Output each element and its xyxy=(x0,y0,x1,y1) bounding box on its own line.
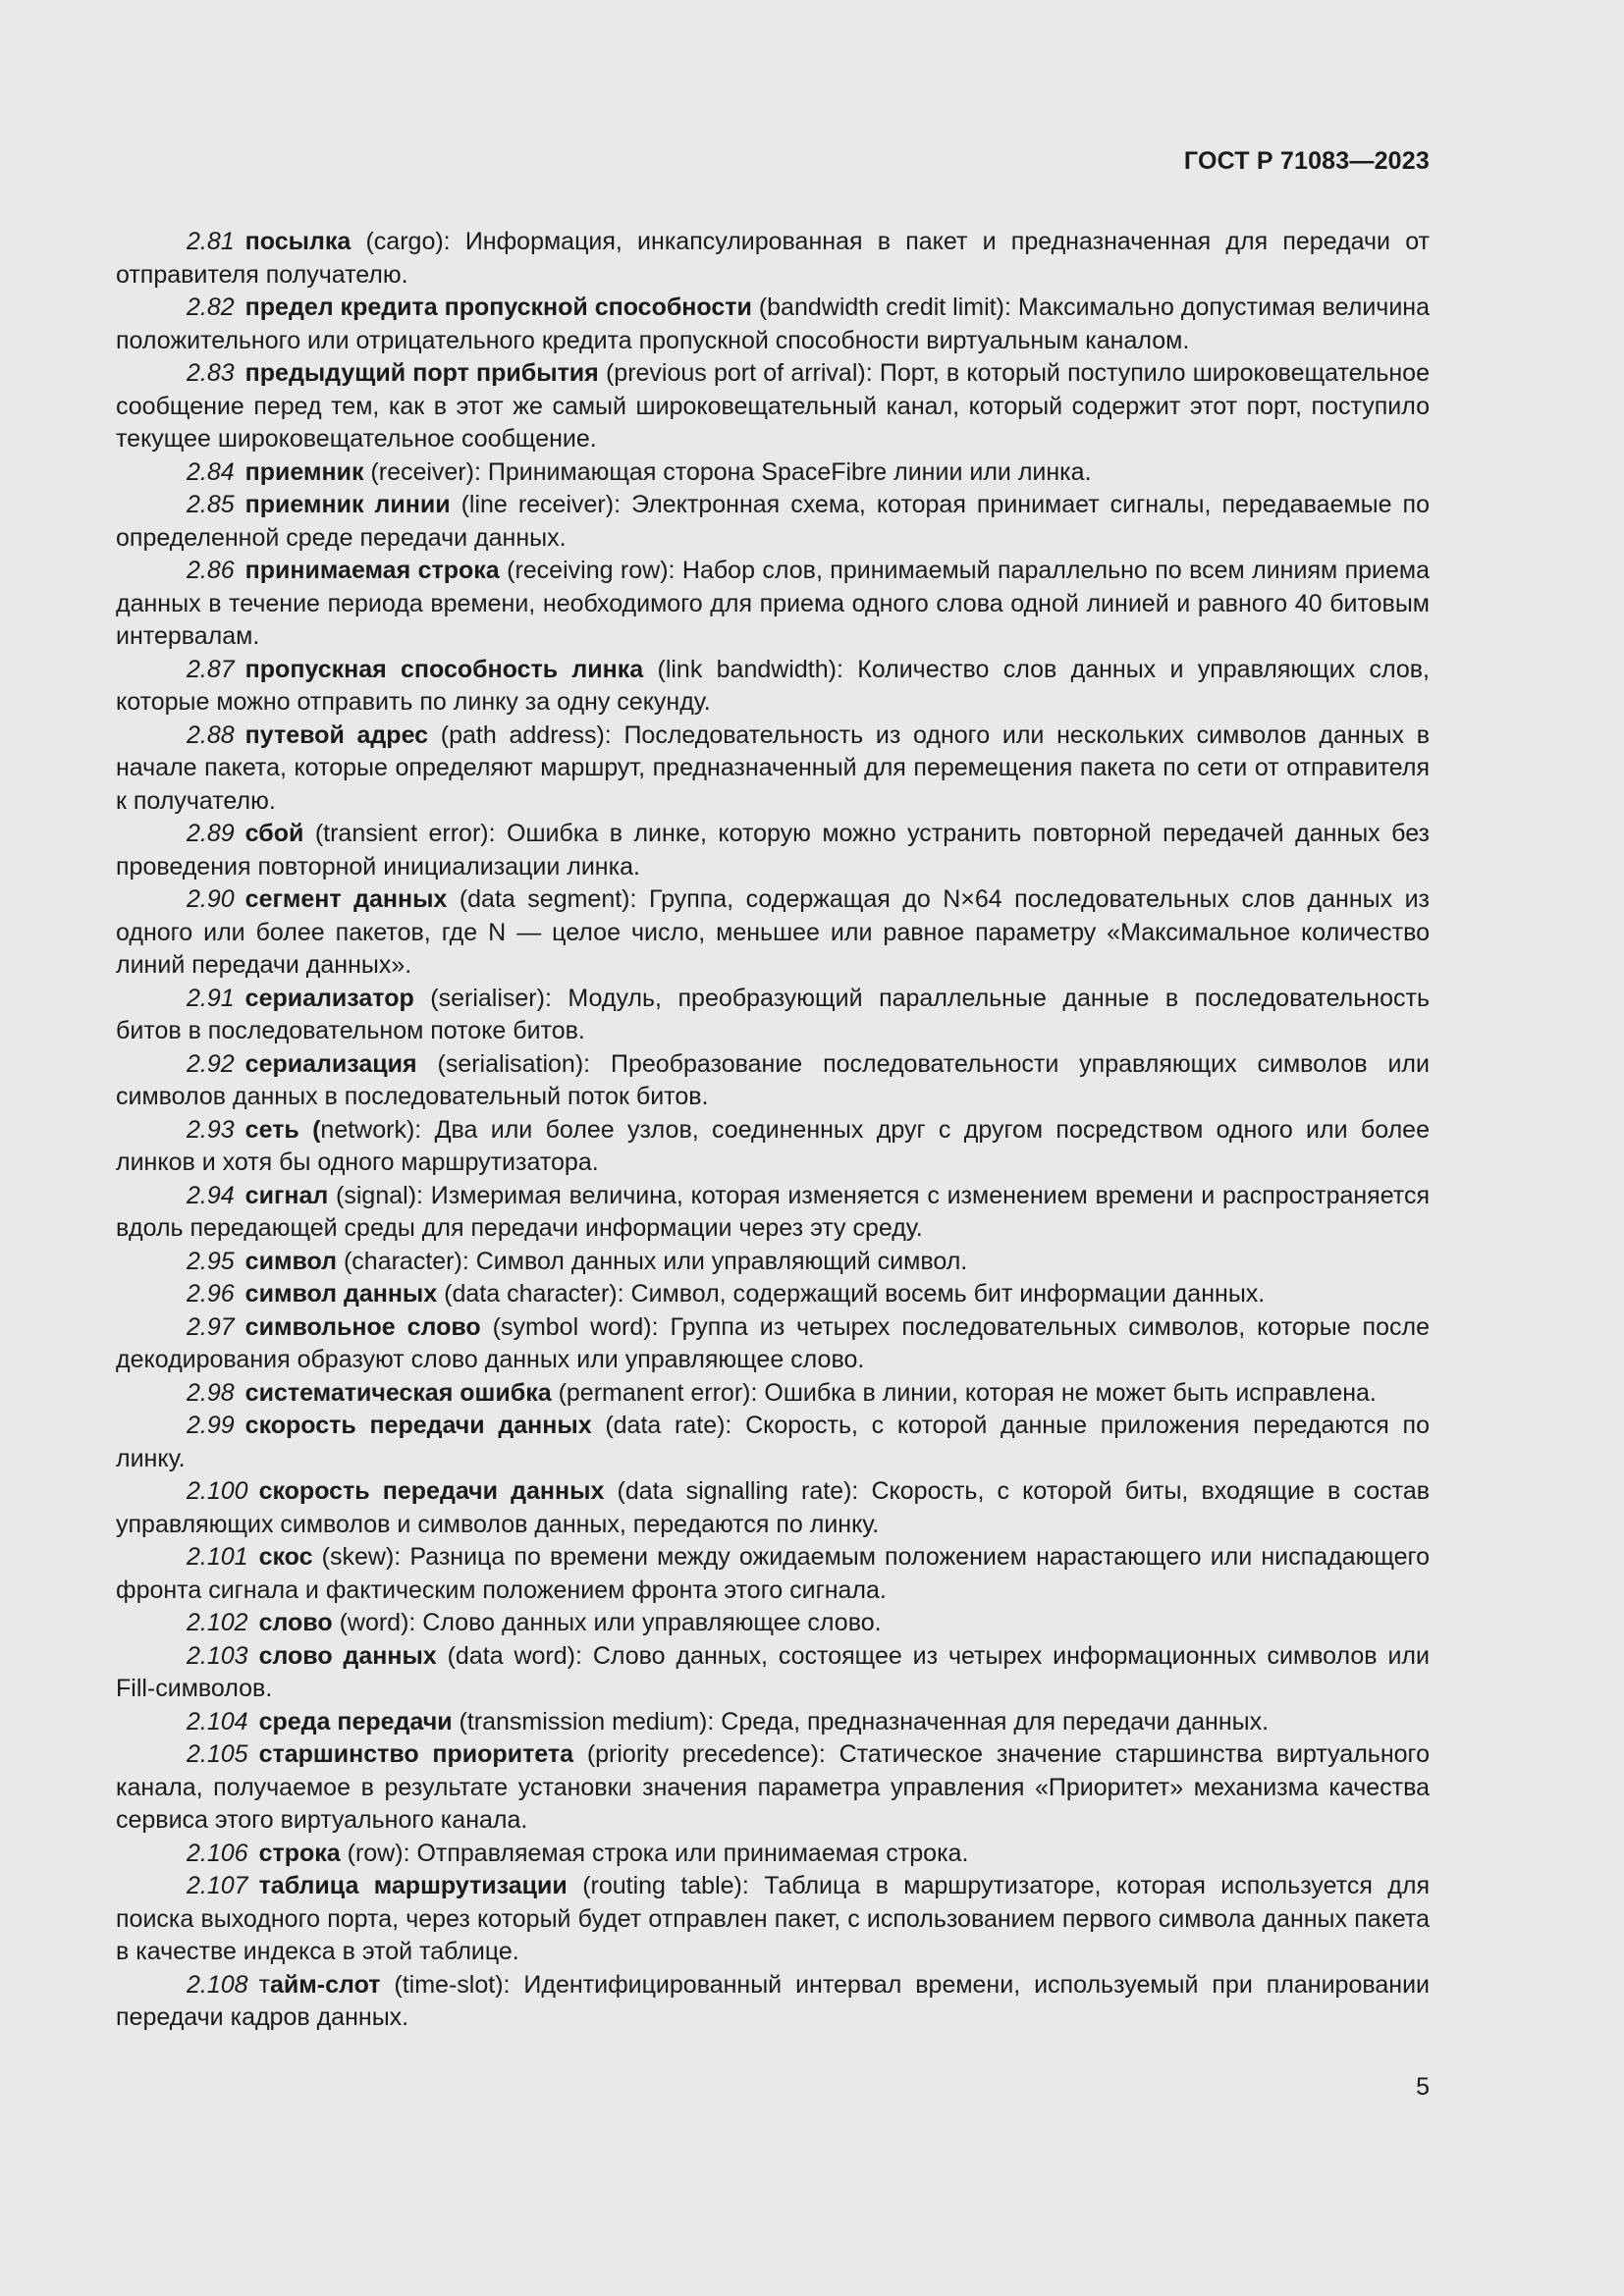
term-entry xyxy=(116,1640,1430,1706)
term-entry xyxy=(116,883,1430,983)
term-english: (line receiver) xyxy=(460,491,615,518)
terms-list xyxy=(116,226,1430,2035)
term-entry xyxy=(116,292,1430,357)
term-name: старшинство приоритета xyxy=(258,1740,574,1768)
term-definition: : Среда, предназначенная для передачи данных. xyxy=(707,1707,1270,1735)
term-english: (data rate) xyxy=(605,1412,726,1439)
term-name: путевой адрес xyxy=(244,721,429,749)
term-english: (skew) xyxy=(321,1543,395,1571)
term-number: 2.91 xyxy=(187,984,235,1012)
term-entry xyxy=(116,720,1430,819)
term-name: символ данных xyxy=(244,1280,438,1308)
term-number: 2.102 xyxy=(187,1609,248,1636)
term-number: 2.108 xyxy=(187,1970,248,1999)
term-english: (receiving row) xyxy=(507,557,669,584)
term-entry xyxy=(116,1541,1430,1607)
term-definition: : Таблица в маршрутизаторе, которая используется для поиска выходного порта, через который будет отправлен пакет, с использованием первого символа данных пакета в качестве индекса в этой таблице. xyxy=(116,1872,1431,1965)
term-english: (character) xyxy=(343,1247,462,1275)
term-name: посылка xyxy=(244,228,352,255)
term-number: 2.94 xyxy=(187,1181,235,1209)
term-entry xyxy=(116,357,1430,456)
term-number: 2.90 xyxy=(187,885,235,913)
term-definition: : Скорость, с которой данные приложения передаются по линку. xyxy=(116,1412,1430,1472)
term-english: (previous port of arrival) xyxy=(605,359,866,387)
term-english: (cargo) xyxy=(365,228,444,255)
term-prefix: т xyxy=(258,1970,271,1999)
term-name: слово данных xyxy=(258,1641,437,1670)
document-number: ГОСТ Р 71083—2023 xyxy=(1183,147,1430,175)
term-english: (serialiser) xyxy=(430,984,545,1012)
term-name: сериализация xyxy=(244,1049,417,1078)
term-number: 2.98 xyxy=(187,1378,235,1407)
term-entry xyxy=(116,226,1430,292)
term-definition: : Слово данных, состоящее из четырех информационных символов или Fill-символов. xyxy=(116,1641,1430,1702)
term-definition: : Электронная схема, которая принимает сигналы, передаваемые по определенной среде передачи данных. xyxy=(116,491,1430,552)
term-english: network) xyxy=(320,1115,415,1144)
term-english: (transient error) xyxy=(314,820,489,847)
term-name: принимаемая строка xyxy=(244,557,500,584)
term-definition: : Преобразование последовательности управляющих символов или символов данных в последовательный поток битов. xyxy=(116,1049,1430,1110)
term-number: 2.103 xyxy=(187,1641,248,1670)
term-name: предел кредита пропускной способности xyxy=(244,294,752,321)
term-definition: : Количество слов данных и управляющих слов, которые можно отправить по линку за одну секунду. xyxy=(116,655,1430,716)
term-definition: : Группа из четырех последовательных символов, которые после декодирования образуют слово данных или управляющее слово. xyxy=(116,1312,1430,1373)
term-entry xyxy=(116,555,1430,654)
term-name: систематическая ошибка xyxy=(244,1378,552,1407)
term-entry xyxy=(116,818,1430,883)
term-entry xyxy=(116,1278,1430,1311)
term-english: (symbol word) xyxy=(492,1312,652,1341)
term-english: (word) xyxy=(339,1609,409,1636)
term-english: (time-slot) xyxy=(394,1970,504,1999)
term-name: приемник xyxy=(244,457,364,486)
term-definition: : Максимально допустимая величина положительного или отрицательного кредита пропускной способности виртуальным каналом. xyxy=(116,294,1431,354)
term-name: скорость передачи данных xyxy=(258,1477,605,1505)
term-definition: : Набор слов, принимаемый параллельно по всем линиям приема данных в течение периода времени, необходимого для приема одного слова одной линией и равного 40 битовым интервалам. xyxy=(116,557,1430,650)
term-english: (row) xyxy=(347,1839,404,1867)
term-entry xyxy=(116,1738,1430,1838)
term-definition: : Статическое значение старшинства виртуального канала, получаемое в результате установки значения параметра управления «Приоритет» механизма качества сервиса этого виртуального канала. xyxy=(116,1740,1431,1834)
term-entry xyxy=(116,1114,1430,1180)
term-name: символьное слово xyxy=(244,1312,481,1341)
term-number: 2.84 xyxy=(187,457,235,486)
term-english: (priority precedence) xyxy=(586,1740,819,1768)
term-definition: : Символ, содержащий восемь бит информации данных. xyxy=(617,1280,1266,1308)
term-definition: : Информация, инкапсулированная в пакет и предназначенная для передачи от отправителя получателю. xyxy=(116,228,1430,289)
term-entry xyxy=(116,489,1430,555)
term-definition: : Порт, в который поступило широковещательное сообщение перед тем, как в этот же самый широковещательный канал, который содержит этот порт, поступило текущее широковещательное сообщение. xyxy=(116,359,1430,453)
term-number: 2.83 xyxy=(187,359,235,387)
term-english: (data word) xyxy=(447,1641,575,1670)
term-name: среда передачи xyxy=(258,1707,453,1735)
term-number: 2.93 xyxy=(187,1115,235,1144)
term-definition: : Скорость, с которой биты, входящие в состав управляющих символов и символов данных, передаются по линку. xyxy=(116,1477,1431,1538)
term-english: (receiver) xyxy=(370,457,474,486)
term-name: приемник линии xyxy=(244,491,451,518)
term-entry xyxy=(116,1410,1430,1475)
term-name: сбой xyxy=(244,820,304,847)
term-name: сигнал xyxy=(244,1181,329,1209)
term-definition: : Ошибка в линии, которая не может быть исправлена. xyxy=(750,1378,1377,1407)
term-entry xyxy=(116,1607,1430,1640)
term-english: (path address) xyxy=(440,721,605,749)
term-entry xyxy=(116,1969,1430,2035)
term-name: сериализатор xyxy=(244,984,414,1012)
term-definition: : Ошибка в линке, которую можно устранить повторной передачей данных без проведения повторной инициализации линка. xyxy=(116,820,1431,881)
term-definition: : Два или более узлов, соединенных друг с другом посредством одного или более линков и хотя бы одного маршрутизатора. xyxy=(116,1115,1430,1176)
term-name: пропускная способность линка xyxy=(244,655,644,683)
term-entry xyxy=(116,1311,1430,1377)
term-entry xyxy=(116,1870,1430,1969)
term-definition: : Измеримая величина, которая изменяется с изменением времени и распространяется вдоль передающей среды для передачи информации через эту среду. xyxy=(116,1181,1430,1242)
term-english: (data segment) xyxy=(459,885,630,913)
term-number: 2.100 xyxy=(187,1477,248,1505)
term-number: 2.101 xyxy=(187,1543,248,1571)
term-number: 2.88 xyxy=(187,721,235,749)
term-english: (data signalling rate) xyxy=(617,1477,852,1505)
term-number: 2.104 xyxy=(187,1707,248,1735)
term-number: 2.99 xyxy=(187,1412,235,1439)
term-number: 2.105 xyxy=(187,1740,248,1768)
term-definition: : Группа, содержащая до N×64 последовательных слов данных из одного или более пакетов, где N — целое число, меньшее или равное параметру «Максимальное количество линий передачи данных». xyxy=(116,885,1431,979)
term-number: 2.81 xyxy=(187,228,235,255)
term-number: 2.97 xyxy=(187,1312,235,1341)
term-definition: : Отправляемая строка или принимаемая строка. xyxy=(403,1839,969,1867)
term-entry xyxy=(116,1706,1430,1739)
term-name: слово xyxy=(258,1609,333,1636)
term-name: символ xyxy=(244,1247,338,1275)
term-english: (signal) xyxy=(336,1181,417,1209)
term-name: предыдущий порт прибытия xyxy=(244,359,599,387)
term-entry xyxy=(116,1475,1430,1541)
term-entry xyxy=(116,1377,1430,1411)
term-definition: : Идентифицированный интервал времени, используемый при планировании передачи кадров данных. xyxy=(116,1970,1430,2031)
term-english: (link bandwidth) xyxy=(657,655,837,683)
term-number: 2.86 xyxy=(187,557,235,584)
term-name: скос xyxy=(258,1543,313,1571)
term-definition: : Модуль, преобразующий параллельные данные в последовательность битов в последовательном потоке битов. xyxy=(116,984,1430,1044)
term-number: 2.92 xyxy=(187,1049,235,1078)
term-definition: : Разница по времени между ожидаемым положением нарастающего или ниспадающего фронта сигнала и фактическим положением фронта этого сигнала. xyxy=(116,1543,1430,1604)
term-number: 2.89 xyxy=(187,820,235,847)
term-entry xyxy=(116,456,1430,490)
term-entry xyxy=(116,1180,1430,1246)
term-english: (data character) xyxy=(444,1280,618,1308)
term-name: скорость передачи данных xyxy=(244,1412,592,1439)
term-number: 2.87 xyxy=(187,655,235,683)
term-name: сегмент данных xyxy=(244,885,448,913)
term-name: строка xyxy=(258,1839,341,1867)
term-entry xyxy=(116,1838,1430,1871)
term-number: 2.82 xyxy=(187,294,235,321)
term-english: (transmission medium) xyxy=(459,1707,708,1735)
term-definition: : Символ данных или управляющий символ. xyxy=(461,1247,968,1275)
page-number: 5 xyxy=(1416,2073,1430,2101)
term-name: айм-слот xyxy=(270,1970,381,1999)
term-english: (permanent error) xyxy=(558,1378,751,1407)
term-number: 2.107 xyxy=(187,1872,248,1899)
term-entry xyxy=(116,1048,1430,1114)
term-definition: : Принимающая сторона SpaceFibre линии или линка. xyxy=(474,457,1092,486)
term-english: (bandwidth credit limit) xyxy=(758,294,1004,321)
term-name: таблица маршрутизации xyxy=(258,1872,568,1899)
term-entry xyxy=(116,654,1430,720)
term-name: сеть ( xyxy=(244,1115,321,1144)
term-entry xyxy=(116,1246,1430,1279)
term-english: (serialisation) xyxy=(437,1049,584,1078)
term-number: 2.106 xyxy=(187,1839,248,1867)
term-number: 2.96 xyxy=(187,1280,235,1308)
term-number: 2.95 xyxy=(187,1247,235,1275)
term-number: 2.85 xyxy=(187,491,235,518)
term-entry xyxy=(116,983,1430,1048)
term-english: (routing table) xyxy=(582,1872,742,1899)
term-definition: : Последовательность из одного или нескольких символов данных в начале пакета, которые определяют маршрут, предназначенный для перемещения пакета по сети от отправителя к получателю. xyxy=(116,721,1431,815)
term-definition: : Слово данных или управляющее слово. xyxy=(408,1609,882,1636)
